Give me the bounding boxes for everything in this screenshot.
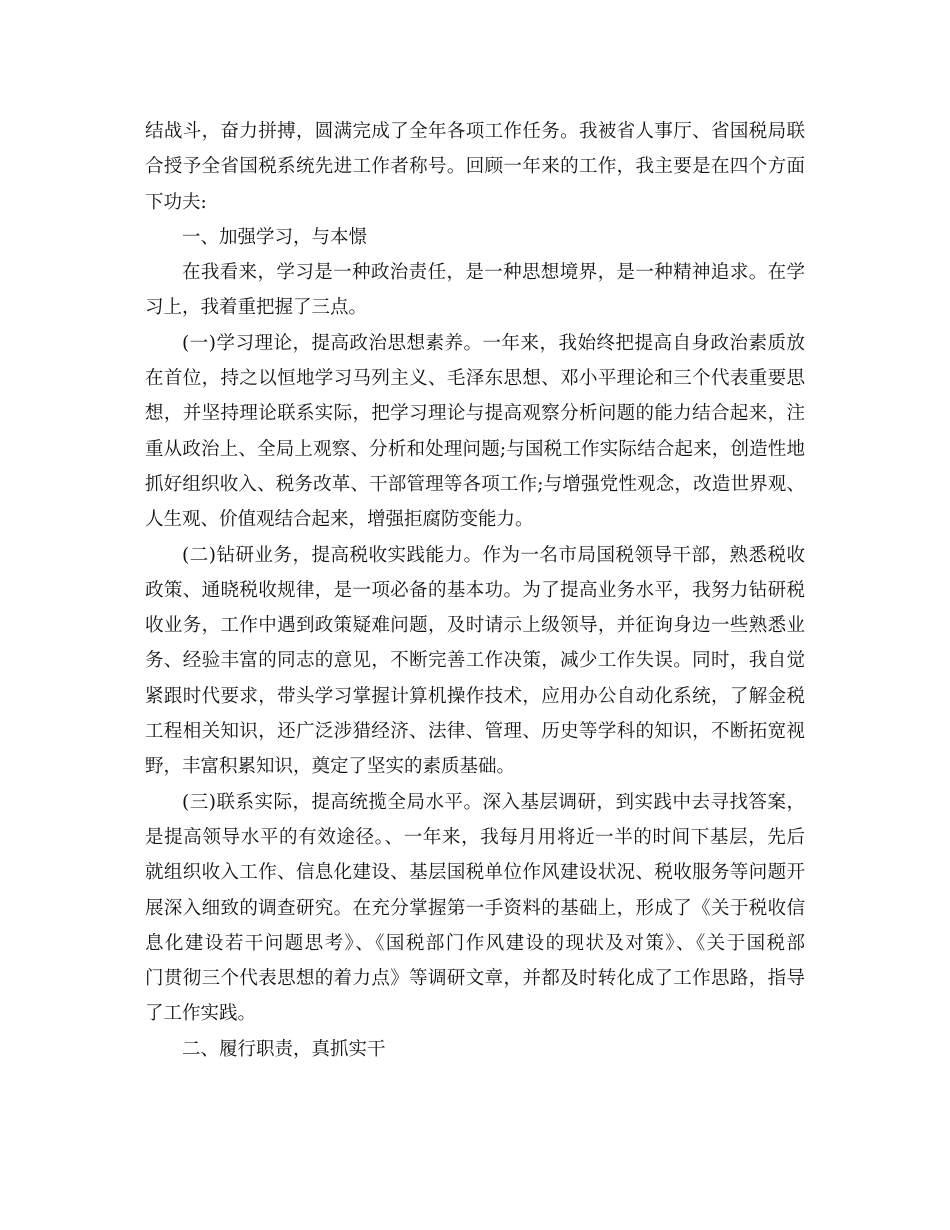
section-heading bbox=[145, 1032, 805, 1067]
text-line: 息化建设若干问题思考》、《国税部门作风建设的现状及对策》、《关于国税部 bbox=[145, 932, 805, 954]
text-line: 习上，我着重把握了三点。 bbox=[145, 297, 368, 319]
text-line: 工程相关知识，还广泛涉猎经济、法律、管理、历史等学科的知识，不断拓宽视 bbox=[145, 721, 805, 743]
text-line: 是提高领导水平的有效途径。、一年来，我每月用将近一半的时间下基层，先后 bbox=[145, 826, 805, 848]
text-line: 人生观、价值观结合起来，增强拒腐防变能力。 bbox=[145, 509, 534, 531]
text-line: (二)钻研业务，提高税收实践能力。作为一名市局国税领导干部，熟悉税收 bbox=[182, 544, 805, 566]
text-line: 政策、通晓税收规律，是一项必备的基本功。为了提高业务水平，我努力钻研税 bbox=[145, 579, 805, 601]
text-line: 务、经验丰富的同志的意见，不断完善工作决策，减少工作失误。同时，我自觉 bbox=[145, 650, 805, 672]
text-line: 一、加强学习，与本憬 bbox=[182, 226, 368, 248]
section-heading bbox=[145, 220, 805, 255]
text-line: 了工作实践。 bbox=[145, 1003, 257, 1025]
text-line: 重从政治上、全局上观察、分析和处理问题;与国税工作实际结合起来，创造性地 bbox=[145, 438, 805, 460]
text-line: 二、履行职责，真抓实干 bbox=[182, 1038, 386, 1060]
text-line: 在我看来，学习是一种政治责任，是一种思想境界，是一种精神追求。在学 bbox=[182, 262, 805, 284]
text-line: 结战斗，奋力拼搏，圆满完成了全年各项工作任务。我被省人事厅、省国税局联 bbox=[145, 121, 805, 142]
text-line: (一)学习理论，提高政治思想素养。一年来，我始终把提高自身政治素质放 bbox=[182, 332, 805, 354]
text-line: 抓好组织收入、税务改革、干部管理等各项工作;与增强党性观念，改造世界观、 bbox=[145, 473, 805, 495]
text-line: 展深入细致的调查研究。在充分掌握第一手资料的基础上，形成了《关于税收信 bbox=[145, 897, 805, 919]
text-line: 收业务，工作中遇到政策疑难问题，及时请示上级领导，并征询身边一些熟悉业 bbox=[145, 615, 805, 637]
text-line: 紧跟时代要求，带头学习掌握计算机操作技术，应用办公自动化系统，了解金税 bbox=[145, 685, 805, 707]
text-line: 在首位，持之以恒地学习马列主义、毛泽东思想、邓小平理论和三个代表重要思 bbox=[145, 368, 805, 390]
paragraph bbox=[145, 114, 805, 220]
text-line: 就组织收入工作、信息化建设、基层国税单位作风建设状况、税收服务等问题开 bbox=[145, 862, 805, 884]
text-line: 野，丰富积累知识，奠定了坚实的素质基础。 bbox=[145, 756, 516, 778]
text-line: (三)联系实际，提高统揽全局水平。深入基层调研，到实践中去寻找答案， bbox=[182, 791, 805, 813]
paragraph bbox=[145, 538, 805, 785]
document-body bbox=[145, 114, 805, 1067]
paragraph bbox=[145, 785, 805, 1032]
paragraph bbox=[145, 326, 805, 538]
text-line: 合授予全省国税系统先进工作者称号。回顾一年来的工作，我主要是在四个方面 bbox=[145, 156, 805, 178]
text-line: 下功夫: bbox=[145, 191, 207, 213]
text-line: 想，并坚持理论联系实际，把学习理论与提高观察分析问题的能力结合起来，注 bbox=[145, 403, 805, 425]
text-line: 门贯彻三个代表思想的着力点》等调研文章，并都及时转化成了工作思路，指导 bbox=[145, 968, 805, 990]
paragraph bbox=[145, 255, 805, 326]
